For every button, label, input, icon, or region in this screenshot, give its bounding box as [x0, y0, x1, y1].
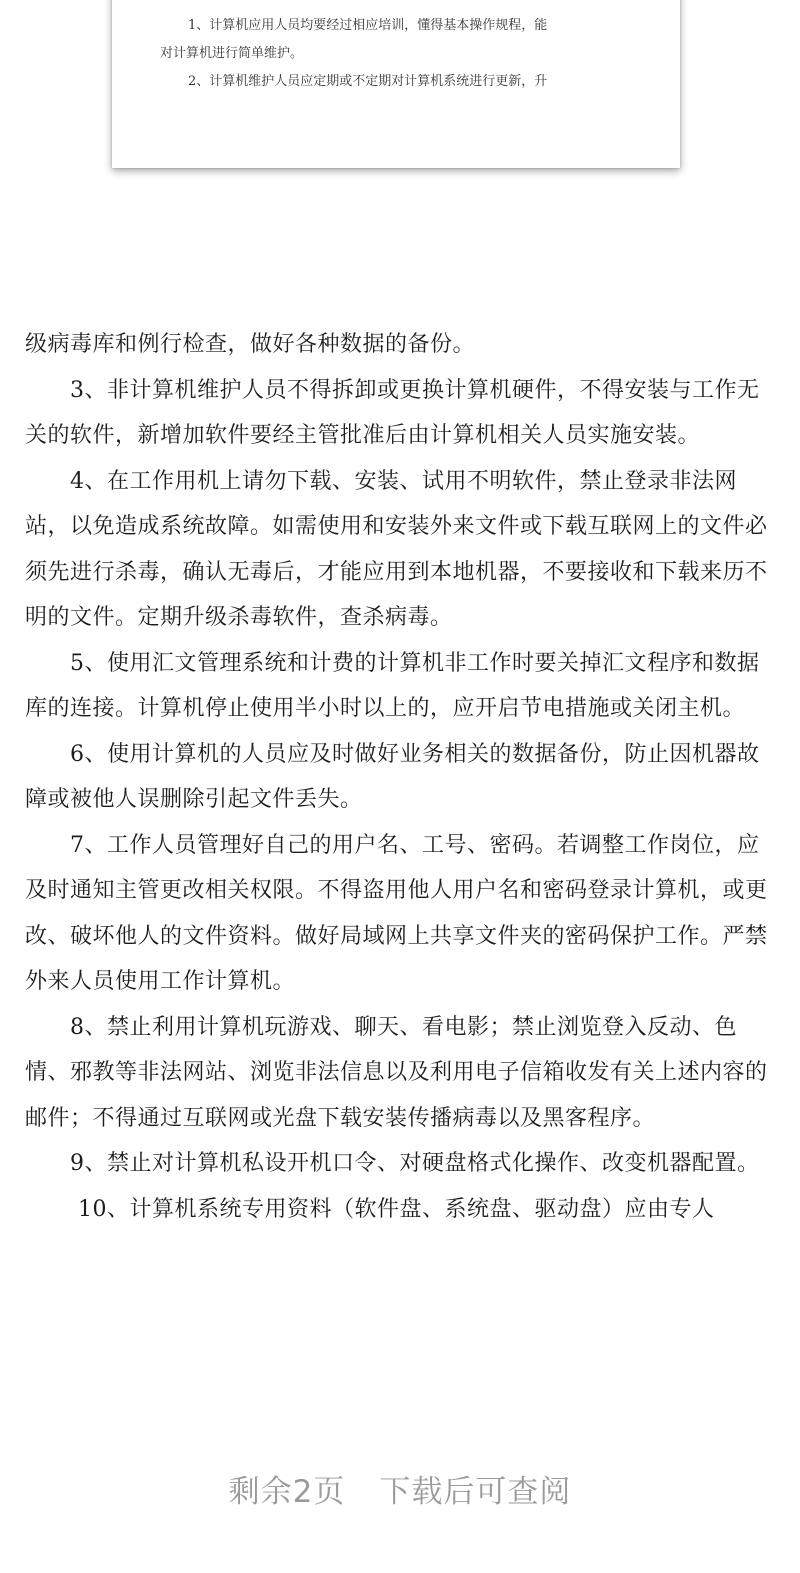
paragraph-8: 8、禁止利用计算机玩游戏、聊天、看电影；禁止浏览登入反动、色情、邪教等非法网站、浏览非法信息以及利用电子信箱收发有关上述内容的邮件；不得通过互联网或光盘下载安装传播病毒以及黑客程序。 [25, 1014, 768, 1131]
download-to-read-notice[interactable] [0, 1466, 800, 1511]
paragraph-9: 9、禁止对计算机私设开机口令、对硬盘格式化操作、改变机器配置。 [70, 1151, 760, 1176]
paragraph-4: 4、在工作用机上请勿下载、安装、试用不明软件，禁止登录非法网站，以免造成系统故障。如需使用和安装外来文件或下载互联网上的文件必须先进行杀毒，确认无毒后，才能应用到本地机器，不要接收和下载来历不明的文件。定期升级杀毒软件，查杀病毒。 [25, 468, 768, 630]
paragraph-7: 7、工作人员管理好自己的用户名、工号、密码。若调整工作岗位，应及时通知主管更改相关权限。不得盗用他人用户名和密码登录计算机，或更改、破坏他人的文件资料。做好局域网上共享文件夹的密码保护工作。严禁外来人员使用工作计算机。 [25, 832, 768, 994]
paragraph-3: 3、非计算机维护人员不得拆卸或更换计算机硬件，不得安装与工作无关的软件，新增加软件要经主管批准后由计算机相关人员实施安装。 [25, 377, 760, 448]
paragraph-10: 10、计算机系统专用资料（软件盘、系统盘、驱动盘）应由专人 [78, 1196, 715, 1222]
paragraph-6: 6、使用计算机的人员应及时做好业务相关的数据备份，防止因机器故障或被他人误删除引起文件丢失。 [25, 741, 760, 812]
preview-line-1: 1、计算机应用人员均要经过相应培训，懂得基本操作规程，能 [188, 18, 548, 33]
preview-page-card [112, 0, 680, 168]
download-action-text[interactable]: 下载后可查阅 [379, 1474, 572, 1510]
paragraph-continuation: 级病毒库和例行检查，做好各种数据的备份。 [25, 332, 476, 357]
paragraph-5: 5、使用汇文管理系统和计费的计算机非工作时要关掉汇文程序和数据库的连接。计算机停止使用半小时以上的，应开启节电措施或关闭主机。 [25, 650, 760, 721]
document-body [25, 322, 770, 1232]
preview-line-2: 对计算机进行简单维护。 [160, 46, 304, 61]
preview-line-3: 2、计算机维护人员应定期或不定期对计算机系统进行更新，升 [188, 74, 548, 89]
remaining-pages-text: 剩余2页 [228, 1474, 346, 1510]
